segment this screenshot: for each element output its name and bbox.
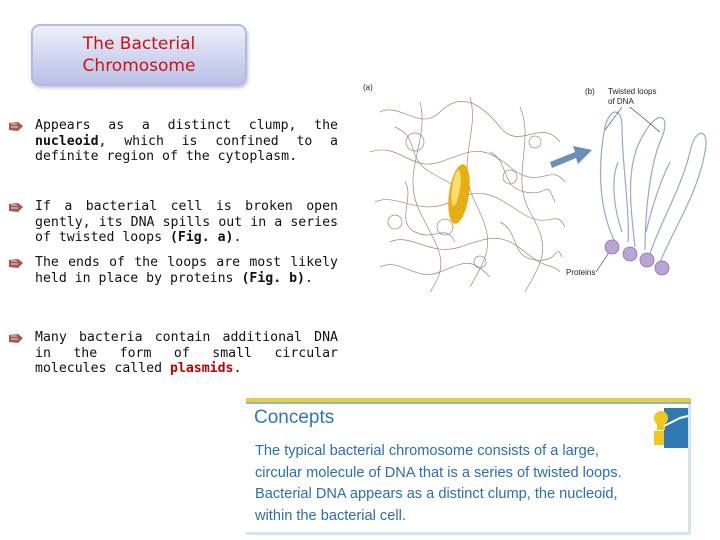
figure-label-b: (b) — [585, 87, 595, 96]
bullet-item — [8, 255, 338, 286]
bullet-text-pre: Many bacteria contain additional DNA in the form of small circular molecules called — [35, 330, 338, 377]
concepts-top-bar-blue — [246, 402, 691, 404]
title-box — [31, 24, 247, 86]
bullet-text-post: , which is confined to a definite region of the cytoplasm. — [35, 133, 338, 165]
bullet-text-post: . — [233, 230, 242, 246]
bullet-icon — [8, 258, 24, 269]
concepts-text: The typical bacterial chromosome consists of a large, circular molecule of DNA that is a series of twisted loops. Bacterial DNA appears as a distinct clump, the nucleoid, within the bacterial cell. — [255, 443, 622, 524]
bullet-icon — [8, 333, 24, 344]
concepts-box — [246, 398, 691, 535]
bullet-text-pre: The ends of the loops are most likely held in place by proteins — [35, 255, 338, 286]
bullet-text-post: . — [304, 270, 313, 286]
twisted-loops-label-1: Twisted loops — [608, 87, 657, 96]
bullet-bold: (Fig. a) — [169, 230, 234, 246]
bullet-text-pre: If a bacterial cell is broken open gently, its DNA spills out in a series of twisted loops — [35, 199, 338, 246]
plasmids-term: plasmids — [169, 361, 234, 377]
concepts-heading: Concepts — [254, 407, 335, 428]
twisted-loops-label-2: of DNA — [608, 97, 634, 106]
bullet-text-post: . — [233, 361, 242, 377]
protein-icons — [605, 240, 669, 275]
title-line-2: Chromosome — [82, 56, 196, 76]
proteins-label: Proteins — [566, 268, 596, 277]
bullet-icon — [8, 121, 24, 132]
bullet-item — [8, 118, 338, 165]
bullet-bold: (Fig. b) — [241, 270, 305, 286]
bullet-bold: nucleoid — [35, 133, 99, 149]
figure-label-a: (a) — [363, 83, 373, 92]
bullet-item — [8, 330, 338, 377]
concept-lightbulb-icon — [642, 404, 690, 450]
twisted-loops — [601, 112, 706, 262]
bullet-icon — [8, 202, 24, 213]
bullet-text-pre: Appears as a distinct clump, the — [35, 118, 338, 133]
chromosome-figure — [360, 82, 715, 298]
title-line-1: The Bacterial — [82, 34, 196, 54]
bullet-item — [8, 199, 338, 246]
